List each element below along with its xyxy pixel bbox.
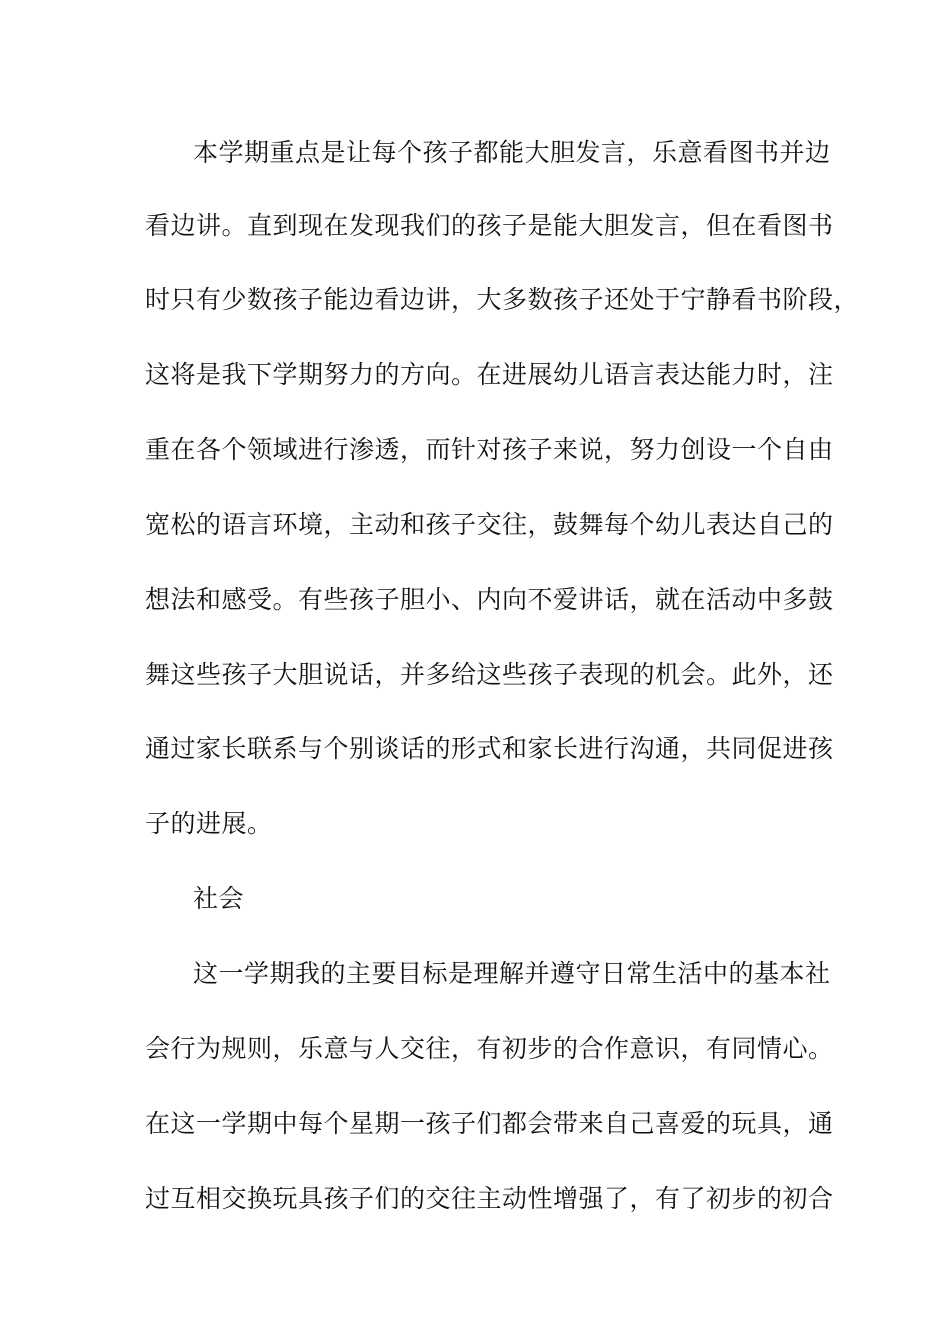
paragraph-line: 本学期重点是让每个孩子都能大胆发言，乐意看图书并边 — [193, 138, 831, 167]
paragraph-line: 时只有少数孩子能边看边讲，大多数孩子还处于宁静看书阶段， — [145, 285, 860, 314]
paragraph-line: 想法和感受。有些孩子胆小、内向不爱讲话，就在活动中多鼓 — [145, 585, 834, 614]
paragraph-line: 这一学期我的主要目标是理解并遵守日常生活中的基本社 — [193, 959, 831, 988]
paragraph-line: 舞这些孩子大胆说话，并多给这些孩子表现的机会。此外，还 — [145, 660, 834, 689]
paragraph-line: 看边讲。直到现在发现我们的孩子是能大胆发言，但在看图书 — [145, 211, 834, 240]
paragraph-line: 这将是我下学期努力的方向。在进展幼儿语言表达能力时，注 — [145, 360, 834, 389]
paragraph-line: 通过家长联系与个别谈话的形式和家长进行沟通，共同促进孩 — [145, 734, 834, 763]
paragraph-line: 重在各个领域进行渗透，而针对孩子来说，努力创设一个自由 — [145, 435, 834, 464]
paragraph-line: 在这一学期中每个星期一孩子们都会带来自己喜爱的玩具，通 — [145, 1109, 834, 1138]
paragraph-line: 宽松的语言环境，主动和孩子交往，鼓舞每个幼儿表达自己的 — [145, 510, 834, 539]
paragraph-line: 会行为规则，乐意与人交往，有初步的合作意识，有同情心。 — [145, 1034, 834, 1063]
paragraph-line: 过互相交换玩具孩子们的交往主动性增强了，有了初步的初合 — [145, 1184, 834, 1213]
paragraph-line: 子的进展。 — [145, 809, 273, 838]
section-heading: 社会 — [193, 884, 245, 913]
